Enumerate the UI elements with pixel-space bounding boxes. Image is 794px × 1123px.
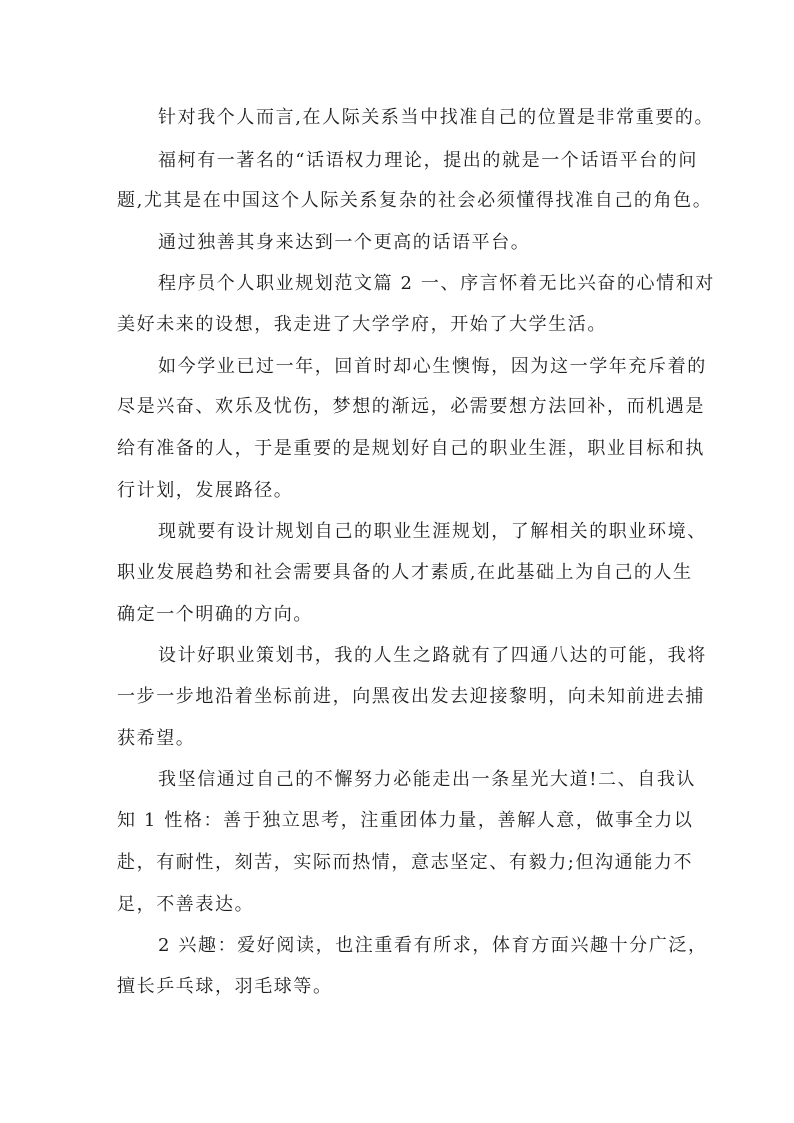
text-line: 2 兴趣：爱好阅读，也注重看有所求，体育方面兴趣十分广泛， <box>158 935 708 956</box>
text-line: 赴，有耐性，刻苦，实际而热情，意志坚定、有毅力;但沟通能力不 <box>117 852 694 873</box>
text-line: 职业发展趋势和社会需要具备的人才素质,在此基础上为自己的人生 <box>117 562 693 583</box>
text-line: 获希望。 <box>117 728 196 749</box>
text-line: 行计划，发展路径。 <box>117 480 294 501</box>
text-line: 足，不善表达。 <box>117 894 255 915</box>
text-line: 如今学业已过一年，回首时却心生懊悔，因为这一学年充斥着的 <box>158 356 707 377</box>
text-line: 一步一步地沿着坐标前进，向黑夜出发去迎接黎明，向未知前进去捕 <box>117 686 705 707</box>
text-line: 尽是兴奋、欢乐及忧伤，梦想的渐远，必需要想方法回补，而机遇是 <box>117 396 705 417</box>
text-line: 擅长乒乓球，羽毛球等。 <box>117 976 333 997</box>
text-line: 福柯有一著名的“话语权力理论，提出的就是一个话语平台的问 <box>158 150 698 171</box>
text-line: 我坚信通过自己的不懈努力必能走出一条星光大道!二、自我认 <box>158 769 697 790</box>
text-line: 知 1 性格：善于独立思考，注重团体力量，善解人意，做事全力以 <box>117 810 694 831</box>
text-line: 设计好职业策划书，我的人生之路就有了四通八达的可能，我将 <box>158 645 707 666</box>
text-line: 现就要有设计规划自己的职业生涯规划，了解相关的职业环境、 <box>158 521 707 542</box>
text-line: 题,尤其是在中国这个人际关系复杂的社会必须懂得找准自己的角色。 <box>117 190 713 211</box>
text-line: 针对我个人而言,在人际关系当中找准自己的位置是非常重要的。 <box>158 107 715 128</box>
text-line: 确定一个明确的方向。 <box>117 604 313 625</box>
text-line: 美好未来的设想，我走进了大学学府，开始了大学生活。 <box>117 314 607 335</box>
text-line: 程序员个人职业规划范文篇 2 一、序言怀着无比兴奋的心情和对 <box>158 273 715 294</box>
text-line: 通过独善其身来达到一个更高的话语平台。 <box>158 232 531 253</box>
text-line: 给有准备的人，于是重要的是规划好自己的职业生涯，职业目标和执 <box>117 438 705 459</box>
